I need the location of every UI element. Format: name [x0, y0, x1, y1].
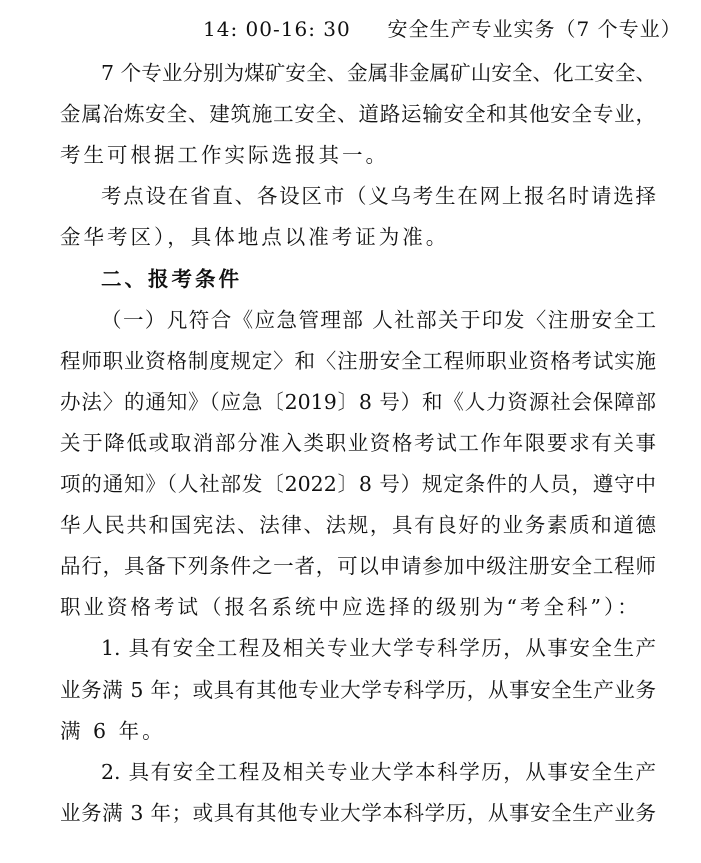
text-line: 满 6 年。 [60, 718, 166, 743]
text-line: 考点设在省直、各设区市（义乌考生在网上报名时请选择 [101, 184, 656, 209]
text-line: 考生可根据工作实际选报其一。 [60, 143, 389, 168]
text-line: 1. 具有安全工程及相关专业大学专科学历，从事安全生产 [101, 636, 656, 661]
text-line: 华人民共和国宪法、法律、法规，具有良好的业务素质和道德 [60, 513, 656, 538]
text-line: 2. 具有安全工程及相关专业大学本科学历，从事安全生产 [101, 759, 656, 784]
text-line: 项的通知》（人社部发〔2022〕8 号）规定条件的人员，遵守中 [60, 472, 656, 496]
text-line: 金属冶炼安全、建筑施工安全、道路运输安全和其他安全专业， [60, 102, 656, 127]
text-line: 业务满 5 年；或具有其他专业大学专科学历，从事安全生产业务 [60, 677, 656, 702]
text-line: 金华考区），具体地点以准考证为准。 [60, 225, 450, 250]
text-line: 品行，具备下列条件之一者，可以申请参加中级注册安全工程师 [60, 554, 656, 579]
text-line: 二、报考条件 [101, 266, 242, 291]
text-line: 程师职业资格制度规定〉和〈注册安全工程师职业资格考试实施 [60, 348, 656, 373]
text-line: 职业资格考试（报名系统中应选择的级别为“考全科”）： [60, 595, 641, 620]
exam-session-title: 14: 00-16: 30 安全生产专业实务（7 个专业） [203, 17, 682, 41]
text-line: （一）凡符合《应急管理部 人社部关于印发〈注册安全工 [101, 307, 656, 332]
text-line: 7 个专业分别为煤矿安全、金属非金属矿山安全、化工安全、 [101, 61, 656, 85]
text-line: 办法〉的通知》（应急〔2019〕8 号）和《人力资源社会保障部 [60, 389, 656, 414]
text-line: 关于降低或取消部分准入类职业资格考试工作年限要求有关事 [60, 430, 656, 455]
text-line: 业务满 3 年；或具有其他专业大学本科学历，从事安全生产业务 [60, 800, 656, 825]
